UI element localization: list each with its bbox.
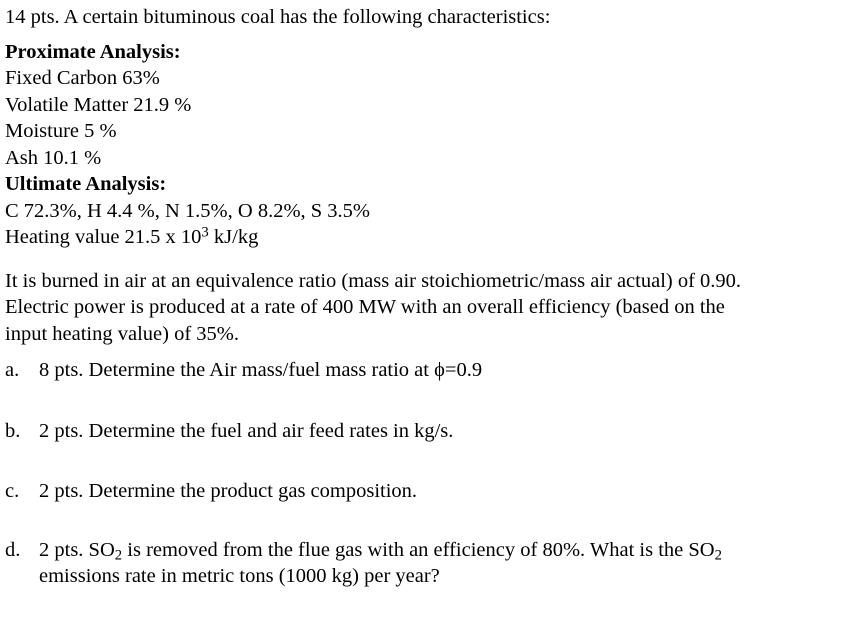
question-c-marker: c.: [5, 480, 20, 502]
question-d-line-2: emissions rate in metric tons (1000 kg) per year?: [39, 565, 440, 587]
question-a: [5, 357, 850, 384]
ultimate-analysis-section: [5, 171, 850, 251]
heating-value-unit: kJ/kg: [208, 226, 259, 248]
proximate-analysis-heading: Proximate Analysis:: [5, 40, 181, 63]
volatile-matter-line: Volatile Matter 21.9 %: [5, 93, 192, 116]
ultimate-analysis-heading: Ultimate Analysis:: [5, 173, 167, 195]
question-c-text: 2 pts. Determine the product gas composition.: [39, 480, 418, 502]
question-d-text-part-1: 2 pts. SO: [39, 538, 115, 561]
question-c: [5, 478, 850, 505]
question-a-text: 8 pts. Determine the Air mass/fuel mass ratio at ϕ=0.9: [39, 359, 483, 381]
heating-value-exponent: 3: [201, 224, 209, 241]
problem-intro: 14 pts. A certain bituminous coal has the following characteristics:: [5, 6, 551, 28]
elemental-composition-line: C 72.3%, H 4.4 %, N 1.5%, O 8.2%, S 3.5%: [5, 199, 370, 222]
question-b-marker: b.: [5, 419, 21, 442]
question-d-line-1: [39, 537, 850, 564]
question-list: [5, 357, 850, 590]
description-line-1: It is burned in air at an equivalence ratio (mass air stoichiometric/mass air actual) of 0.90.: [5, 269, 742, 292]
so2-subscript-2: 2: [714, 547, 722, 564]
heating-value-prefix: Heating value 21.5 x 10: [5, 226, 202, 248]
question-a-marker: a.: [5, 359, 20, 381]
problem-description: [5, 268, 850, 348]
question-d: [5, 537, 850, 590]
question-d-marker: d.: [5, 538, 21, 561]
fixed-carbon-line: Fixed Carbon 63%: [5, 67, 160, 89]
question-d-body: [39, 537, 850, 590]
question-d-text-part-2: is removed from the flue gas with an efficiency of 80%. What is the SO: [122, 538, 715, 561]
ash-line: Ash 10.1 %: [5, 146, 102, 169]
heating-value-line: [5, 224, 850, 251]
question-b-text: 2 pts. Determine the fuel and air feed rates in kg/s.: [39, 419, 454, 442]
proximate-analysis-section: [5, 39, 850, 172]
moisture-line: Moisture 5 %: [5, 120, 117, 142]
problem-document: [5, 4, 850, 590]
description-line-3: input heating value) of 35%.: [5, 322, 239, 345]
question-b: [5, 418, 850, 445]
so2-subscript-1: 2: [114, 547, 123, 564]
description-line-2: Electric power is produced at a rate of 400 MW with an overall efficiency (based on the: [5, 296, 725, 318]
